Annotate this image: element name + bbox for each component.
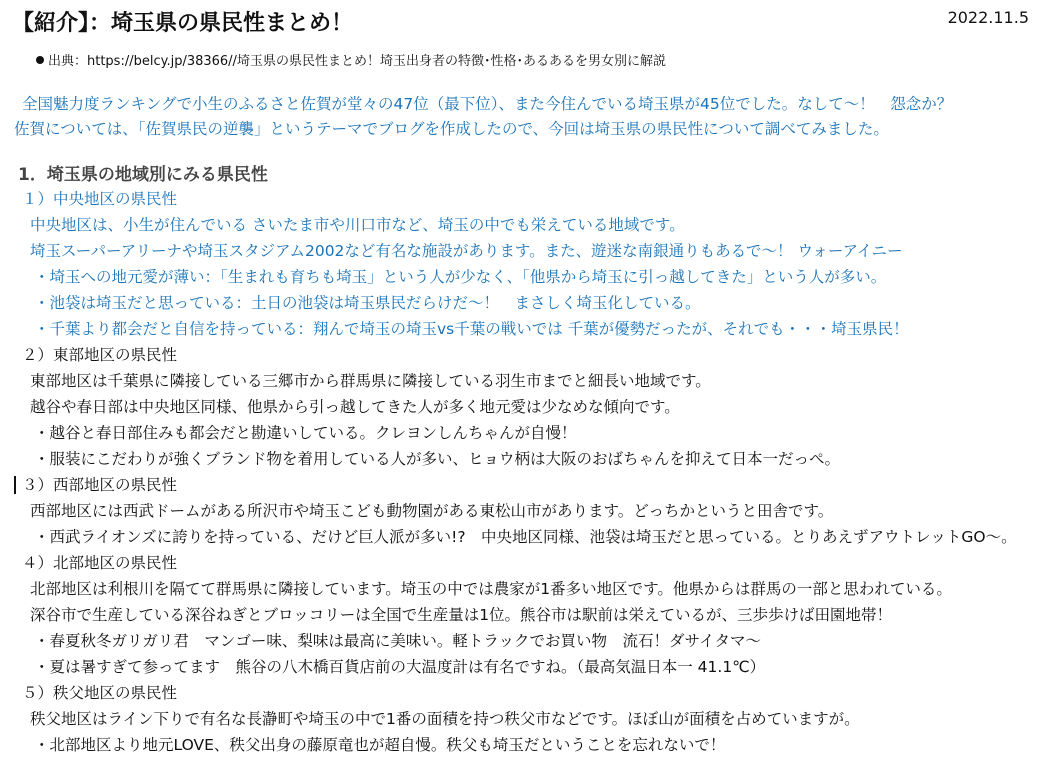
north-text-2: 深谷市で生産している深谷ねぎとブロッコリーは全国で生産量は1位。熊谷市は駅前は栄えているが、三歩歩けば田園地帯！	[30, 606, 893, 624]
west-item-1: ・西武ライオンズに誇りを持っている、だけど巨人派が多い!? 中央地区同様、池袋は埼玉だと思っている。とりあえずアウトレットGO～。	[34, 528, 1017, 546]
west-text-1: 西部地区には西武ドームがある所沢市や埼玉こども動物園がある東松山市があります。どっちかというと田舎です。	[30, 502, 834, 520]
east-item-2: ・服装にこだわりが強くブランド物を着用している人が多い、ヒョウ柄は大阪のおばちゃんを抑えて日本一だっぺ。	[34, 450, 841, 468]
page-title: 【紹介】：埼玉県の県民性まとめ！	[12, 11, 354, 36]
central-text-1: 中央地区は、小生が住んでいる さいたま市や川口市など、埼玉の中でも栄えている地域です。	[30, 216, 685, 234]
north-text-1: 北部地区は利根川を隔てて群馬県に隣接しています。埼玉の中では農家が1番多い地区です。他県からは群馬の一部と思われている。	[30, 580, 952, 598]
central-item-2: ・池袋は埼玉だと思っている：土日の池袋は埼玉県民だらけだ～！ まさしく埼玉化している。	[34, 294, 701, 312]
central-text-2: 埼玉スーパーアリーナや埼玉スタジアム2002など有名な施設があります。また、遊迷な南銀通りもあるで～！ ウォーアイニー	[30, 242, 903, 260]
central-item-3: ・千葉より都会だと自信を持っている：翔んで埼玉の埼玉vs千葉の戦いでは 千葉が優勢だったが、それでも・・・埼玉県民！	[34, 320, 909, 338]
north-item-1: ・春夏秋冬ガリガリ君 マンゴー味、梨味は最高に美味い。軽トラックでお買い物 流石！ダサイタマ～	[34, 632, 761, 650]
source-line	[36, 50, 666, 69]
bullet-icon	[36, 56, 44, 64]
chichibu-item-1: ・北部地区より地元LOVE、秩父出身の藤原竜也が超自慢。秩父も埼玉だということを忘れないで！	[34, 736, 726, 754]
east-item-1: ・越谷と春日部住みも都会だと勘違いしている。クレヨンしんちゃんが自慢！	[34, 424, 577, 442]
east-text-1: 東部地区は千葉県に隣接している三郷市から群馬県に隣接している羽生市までと細長い地域です。	[30, 372, 711, 390]
north-item-2: ・夏は暑すぎて参ってます 熊谷の八木橋百貨店前の大温度計は有名ですね。（最高気温日本一 41.1℃）	[34, 658, 766, 676]
section-heading: 1．埼玉県の地域別にみる県民性	[18, 165, 268, 185]
intro-line-1: 全国魅力度ランキングで小生のふるさと佐賀が堂々の47位（最下位）、また今住んでいる埼玉県が45位でした。なして～！ 怨念か？	[22, 95, 953, 113]
regions-body	[22, 186, 1032, 758]
north-heading: ４）北部地区の県民性	[22, 554, 178, 572]
intro-paragraph	[14, 92, 1029, 142]
central-item-1: ・埼玉への地元愛が薄い：「生まれも育ちも埼玉」という人が少なく、「他県から埼玉に引っ越してきた」という人が多い。	[34, 268, 887, 286]
text-cursor-mark	[14, 476, 16, 494]
west-heading: ３）西部地区の県民性	[22, 476, 178, 494]
chichibu-text-1: 秩父地区はライン下りで有名な長瀞町や埼玉の中で1番の面積を持つ秩父市などです。ほぼ山が面積を占めていますが。	[30, 710, 860, 728]
source-text: 出典：https://belcy.jp/38366//埼玉県の県民性まとめ！埼玉出身者の特徴･性格･あるあるを男女別に解説	[48, 54, 666, 69]
east-text-2: 越谷や春日部は中央地区同様、他県から引っ越してきた人が多く地元愛は少なめな傾向です。	[30, 398, 680, 416]
intro-line-2: 佐賀については、「佐賀県民の逆襲」というテーマでブログを作成したので、今回は埼玉県の県民性について調べてみました。	[14, 120, 889, 138]
east-heading: ２）東部地区の県民性	[22, 346, 178, 364]
central-heading: １）中央地区の県民性	[22, 190, 178, 208]
date-label: 2022.11.5	[947, 8, 1029, 27]
chichibu-heading: ５）秩父地区の県民性	[22, 684, 178, 702]
